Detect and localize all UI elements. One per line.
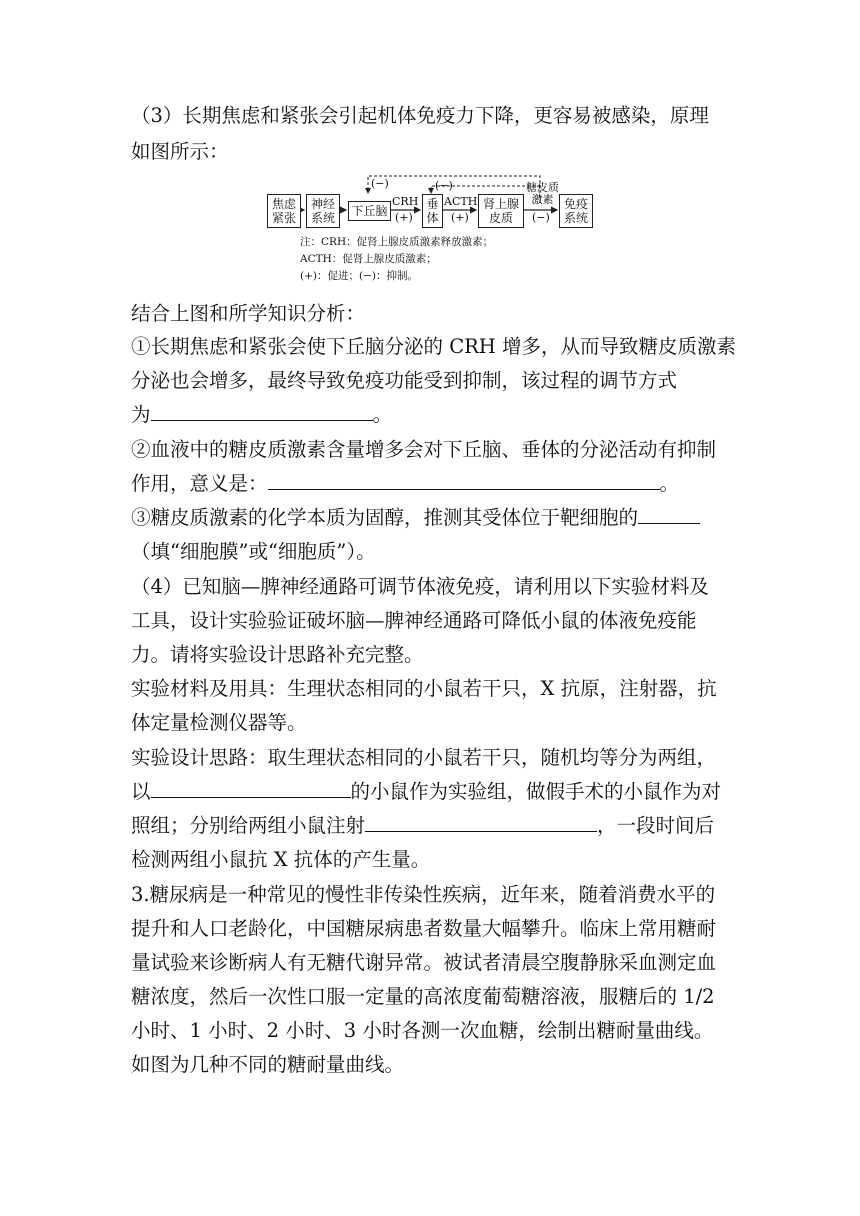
label-acth: ACTH — [444, 195, 478, 208]
box-hypothalamus: 下丘脑 — [348, 201, 391, 221]
label-crh: CRH — [392, 195, 419, 208]
box-immune-system: 免疫 系统 — [559, 194, 593, 228]
box-anxiety: 焦虑 紧张 — [267, 194, 301, 228]
q4-line2: 工具，设计实验验证破坏脑—脾神经通路可降低小鼠的体液免疫能 — [131, 609, 697, 632]
answer-blank-experimental-group[interactable] — [151, 775, 351, 798]
q3-item2-line2: 作用，意义是： 。 — [131, 467, 679, 501]
question-3-intro-line-1: （3）长期焦虑和紧张会引起机体免疫力下降，更容易被感染，原理 — [131, 104, 709, 127]
answer-blank-injection[interactable] — [365, 809, 597, 832]
sign-crh-promote: (+) — [395, 211, 413, 224]
q3-item3-line1: ③糖皮质激素的化学本质为固醇，推测其受体位于靶细胞的 — [131, 501, 700, 535]
sign-feedback-pituitary: (−) — [435, 179, 453, 192]
q3-item2-line1: ②血液中的糖皮质激素含量增多会对下丘脑、垂体的分泌活动有抑制 — [131, 438, 717, 461]
question-3-line2: 提升和人口老龄化，中国糖尿病患者数量大幅攀升。临床上常用糖耐 — [131, 917, 717, 940]
answer-blank-regulation[interactable] — [151, 398, 373, 421]
question-3-intro-line-2: 如图所示： — [131, 140, 229, 163]
q3-item3-line2: （填“细胞膜”或“细胞质”）。 — [131, 540, 376, 563]
materials-line1: 实验材料及用具：生理状态相同的小鼠若干只，X 抗原，注射器，抗 — [131, 677, 717, 700]
sign-acth-promote: (+) — [451, 211, 469, 224]
box-pituitary: 垂 体 — [422, 194, 443, 228]
question-3-line3: 量试验来诊断病人有无糖代谢异常。被试者清晨空腹静脉采血测定血 — [131, 951, 717, 974]
box-nervous-system: 神经 系统 — [306, 194, 340, 228]
materials-line2: 体定量检测仪器等。 — [131, 711, 307, 734]
q3-item1-line1: ①长期焦虑和紧张会使下丘脑分泌的 CRH 增多，从而导致糖皮质激素 — [131, 335, 737, 358]
design-line2: 以 的小鼠作为实验组，做假手术的小鼠作为对 — [131, 775, 721, 809]
diagram-note-2: ACTH：促肾上腺皮质激素； — [300, 253, 437, 265]
q4-line3: 力。请将实验设计思路补充完整。 — [131, 643, 424, 666]
diagram-note-1: 注：CRH：促肾上腺皮质激素释放激素； — [300, 236, 494, 248]
hpa-axis-diagram — [264, 170, 594, 290]
answer-blank-significance[interactable] — [268, 467, 660, 490]
design-line4: 检测两组小鼠抗 X 抗体的产生量。 — [131, 848, 431, 871]
sign-feedback-hypothalamus: (−) — [371, 177, 389, 190]
design-line3: 照组；分别给两组小鼠注射 ，一段时间后 — [131, 809, 714, 843]
question-3-line4: 糖浓度，然后一次性口服一定量的高浓度葡萄糖溶液，服糖后的 1/2 — [131, 985, 715, 1008]
analysis-intro: 结合上图和所学知识分析： — [131, 302, 366, 325]
sign-glucocorticoid-inhibit: (−) — [532, 211, 550, 224]
design-line1: 实验设计思路：取生理状态相同的小鼠若干只，随机均等分为两组， — [131, 746, 717, 769]
answer-blank-receptor-location[interactable] — [638, 501, 700, 524]
question-3-line5: 小时、1 小时、2 小时、3 小时各测一次血糖，绘制出糖耐量曲线。 — [131, 1019, 714, 1042]
q3-item1-line3: 为 。 — [131, 398, 392, 432]
q4-line1: （4）已知脑—脾神经通路可调节体液免疫，请利用以下实验材料及 — [131, 575, 709, 598]
label-glucocorticoid: 糖皮质 激素 — [526, 181, 559, 206]
q3-item1-line2: 分泌也会增多，最终导致免疫功能受到抑制，该过程的调节方式 — [131, 369, 678, 392]
box-adrenal-cortex: 肾上腺 皮质 — [478, 194, 524, 228]
question-3-line1: 3.糖尿病是一种常见的慢性非传染性疾病，近年来，随着消费水平的 — [131, 883, 716, 906]
question-3-line6: 如图为几种不同的糖耐量曲线。 — [131, 1053, 405, 1076]
diagram-note-3: (+)：促进；(−)：抑制。 — [300, 270, 418, 282]
